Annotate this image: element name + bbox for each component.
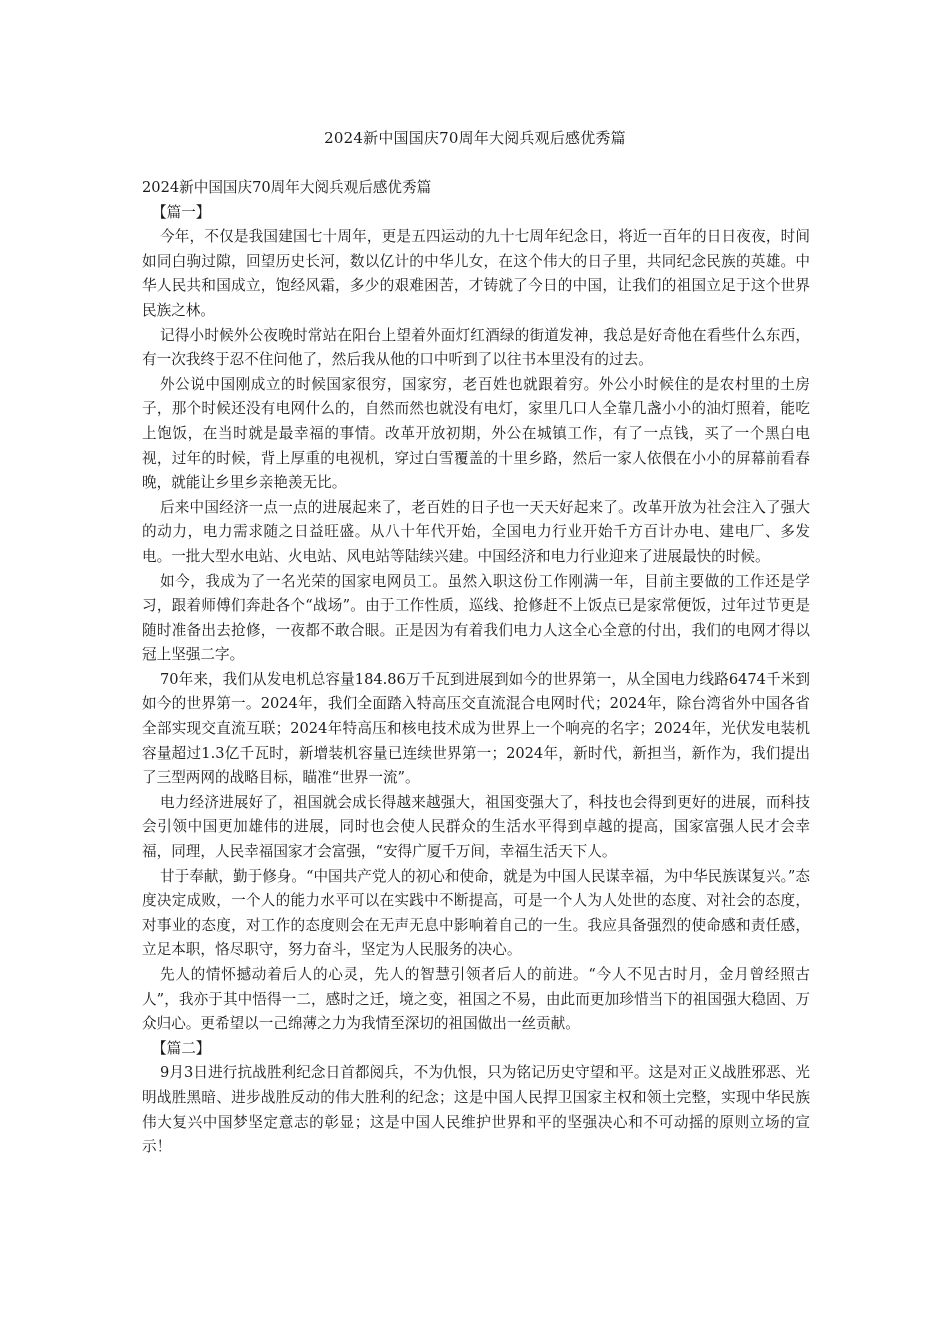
document-title: 2024新中国国庆70周年大阅兵观后感优秀篇: [324, 129, 626, 147]
paragraph: 甘于奉献，勤于修身。“中国共产党人的初心和使命，就是为中国人民谋幸福，为中华民族谋复兴。”态度决定成败，一个人的能力水平可以在实践中不断提高，可是一个人为人处世的态度、对社会的态度，对事业的态度，对工作的态度则会在无声无息中影响着自己的一生。我应具备强烈的使命感和责任感，立足本职，恪尽职守，努力奋斗，坚定为人民服务的决心。: [142, 867, 810, 959]
section-heading-1: 【篇一】: [152, 203, 211, 221]
paragraph: 后来中国经济一点一点的进展起来了，老百姓的日子也一天天好起来了。改革开放为社会注入了强大的动力，电力需求随之日益旺盛。从八十年代开始，全国电力行业开始千方百计办电、建电厂、多发电。一批大型水电站、火电站、风电站等陆续兴建。中国经济和电力行业迎来了进展最快的时候。: [142, 498, 810, 565]
document-subtitle: 2024新中国国庆70周年大阅兵观后感优秀篇: [142, 179, 432, 196]
paragraph: 9月3日进行抗战胜利纪念日首都阅兵，不为仇恨，只为铭记历史守望和平。这是对正义战胜邪恶、光明战胜黑暗、进步战胜反动的伟大胜利的纪念；这是中国人民捍卫国家主权和领土完整，实现中华民族伟大复兴中国梦坚定意志的彰显；这是中国人民维护世界和平的坚强决心和不可动摇的原则立场的宣示！: [142, 1064, 810, 1156]
paragraph: 记得小时候外公夜晚时常站在阳台上望着外面灯红酒绿的街道发神，我总是好奇他在看些什么东西，有一次我终于忍不住问他了，然后我从他的口中听到了以往书本里没有的过去。: [142, 326, 810, 369]
paragraph: 今年，不仅是我国建国七十周年，更是五四运动的九十七周年纪念日，将近一百年的日日夜夜，时间如同白驹过隙，回望历史长河，数以亿计的中华儿女，在这个伟大的日子里，共同纪念民族的英雄。中华人民共和国成立，饱经风霜，多少的艰难困苦，才铸就了今日的中国，让我们的祖国立足于这个世界民族之林。: [142, 228, 810, 319]
paragraph: 如今，我成为了一名光荣的国家电网员工。虽然入职这份工作刚满一年，目前主要做的工作还是学习，跟着师傅们奔赴各个“战场”。由于工作性质，巡线、抢修赶不上饭点已是家常便饭，过年过节更是随时准备出去抢修，一夜都不敢合眼。正是因为有着我们电力人这全心全意的付出，我们的电网才得以冠上坚强二字。: [142, 572, 810, 664]
paragraph: 外公说中国刚成立的时候国家很穷，国家穷，老百姓也就跟着穷。外公小时候住的是农村里的土房子，那个时候还没有电网什么的，自然而然也就没有电灯，家里几口人全靠几盏小小的油灯照着，能吃上饱饭，在当时就是最幸福的事情。改革开放初期，外公在城镇工作，有了一点钱，买了一个黑白电视，过年的时候，背上厚重的电视机，穿过白雪覆盖的十里乡路，然后一家人依偎在小小的屏幕前看春晚，就能让乡里乡亲艳羡无比。: [142, 375, 810, 492]
paragraph: 先人的情怀撼动着后人的心灵，先人的智慧引领者后人的前进。“今人不见古时月，金月曾经照古人”，我亦于其中悟得一二，感时之迁，境之变，祖国之不易，由此而更加珍惜当下的祖国强大稳固、万众归心。更希望以一己绵薄之力为我情至深切的祖国做出一丝贡献。: [142, 966, 810, 1033]
paragraph: 70年来，我们从发电机总容量184.86万千瓦到进展到如今的世界第一，从全国电力线路6474千米到如今的世界第一。2024年，我们全面踏入特高压交直流混合电网时代；2024年，除台湾省外中国各省全部实现交直流互联；2024年特高压和核电技术成为世界上一个响亮的名字；2024年，光伏发电装机容量超过1.3亿千瓦时，新增装机容量已连续世界第一；2024年，新时代，新担当，新作为，我们提出了三型两网的战略目标，瞄准“世界一流”。: [142, 670, 810, 787]
document-body: [142, 176, 810, 1160]
paragraph: 电力经济进展好了，祖国就会成长得越来越强大，祖国变强大了，科技也会得到更好的进展，而科技会引领中国更加雄伟的进展，同时也会使人民群众的生活水平得到卓越的提高，国家富强人民才会幸福，同理，人民幸福国家才会富强，“安得广厦千万间，幸福生活天下人。: [142, 793, 810, 861]
section-heading-2: 【篇二】: [152, 1039, 211, 1057]
